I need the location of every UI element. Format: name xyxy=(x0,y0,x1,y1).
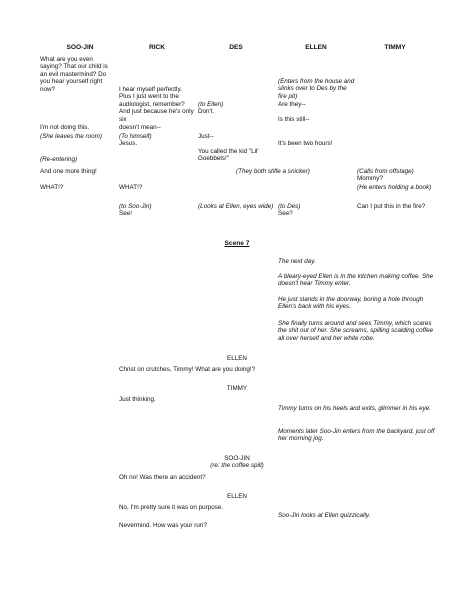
header-timmy: TIMMY xyxy=(384,44,406,51)
des-direction-2: (Looks at Ellen, eyes wide) xyxy=(198,203,274,210)
rick-line-3: Jesus. xyxy=(119,140,138,147)
des-line-3: You called the kid "Lil' Goebbels!" xyxy=(198,148,259,163)
soojin-direction-2: (Re-entering) xyxy=(40,156,78,163)
timmy-dialogue-1: Just thinking. xyxy=(119,396,156,403)
character-timmy: TIMMY xyxy=(226,385,248,392)
des-ellen-direction: (They both stifle a snicker) xyxy=(236,168,310,175)
ellen-line-4: See? xyxy=(278,210,293,217)
ellen-line-1: Are they-- xyxy=(278,101,306,108)
rick-line-1: I hear myself perfectly. Plus I just went to the audiologist, remember? And just because he's only six xyxy=(119,86,194,123)
rick-direction-1: (To himself) xyxy=(119,133,152,140)
header-soo-jin: SOO-JIN xyxy=(66,44,94,51)
scene-heading: Scene 7 xyxy=(224,240,250,247)
character-ellen-2: ELLEN xyxy=(227,493,247,500)
action-ellen-coffee: A bleary-eyed Ellen is in the kitchen making coffee. She doesn't hear Timmy enter. xyxy=(278,273,434,288)
action-next-day: The next day. xyxy=(278,258,316,265)
header-rick: RICK xyxy=(148,44,166,51)
ellen-dialogue-1: Christ on crutches, Timmy! What are you doing!? xyxy=(119,366,256,373)
ellen-direction-1: (Enters from the house and slinks over to Des by the fire pit) xyxy=(278,78,355,100)
rick-line-2: doesn't mean-- xyxy=(119,124,161,131)
ellen-dialogue-2: No, I'm pretty sure it was on purpose. xyxy=(119,504,224,511)
des-line-1: Don't. xyxy=(198,108,215,115)
ellen-line-2: Is this still-- xyxy=(278,116,310,123)
timmy-direction-1: (Calls from offstage) xyxy=(357,168,414,175)
action-soojin-looks: Soo-Jin looks at Ellen quizzically. xyxy=(278,512,371,519)
timmy-line-1: Mommy? xyxy=(357,175,383,182)
header-des: DES xyxy=(229,44,243,51)
header-ellen: ELLEN xyxy=(305,44,327,51)
action-soojin-enters: Moments later Soo-Jin enters from the backyard, just off her morning jog. xyxy=(278,428,435,443)
soojin-direction-1: (She leaves the room) xyxy=(40,133,102,140)
des-line-2: Just-- xyxy=(198,133,214,140)
soojin-line-3: And one more thing! xyxy=(40,168,97,175)
soojin-dialogue-1: Oh no! Was there an accident? xyxy=(119,474,206,481)
character-ellen-1: ELLEN xyxy=(227,355,247,362)
timmy-line-2: Can I put this in the fire? xyxy=(357,203,426,210)
soojin-line-1: What are you even saying? That our child is an evil mastermind? Do you hear yourself right now? xyxy=(40,56,108,93)
timmy-direction-2: (He enters holding a book) xyxy=(357,184,432,191)
character-soo-jin: SOO-JIN xyxy=(224,455,250,462)
ellen-direction-2: (to Des) xyxy=(278,203,301,210)
des-direction-1: (to Ellen) xyxy=(198,101,224,108)
rick-line-4: WHAT!? xyxy=(119,184,143,191)
ellen-line-3: It's been two hours! xyxy=(278,140,333,147)
ellen-dialogue-3: Nevermind. How was your run? xyxy=(119,522,207,529)
rick-direction-2: (to Soo-Jin) xyxy=(119,203,152,210)
soojin-line-2: I'm not doing this. xyxy=(40,124,90,131)
soojin-line-4: WHAT!? xyxy=(40,184,64,191)
action-timmy-doorway: He just stands in the doorway, boring a hole through Ellen's back with his eyes. xyxy=(278,296,424,311)
action-timmy-exits: Timmy turns on his heels and exits, glimmer in his eye. xyxy=(278,405,431,412)
soojin-parenthetical: (re: the coffee spill) xyxy=(210,462,264,469)
action-ellen-screams: She finally turns around and sees Timmy, which scares the shit out of her. She screams, spilling scalding coffee all over herself and her white robe. xyxy=(278,320,434,342)
rick-line-5: See! xyxy=(119,210,132,217)
